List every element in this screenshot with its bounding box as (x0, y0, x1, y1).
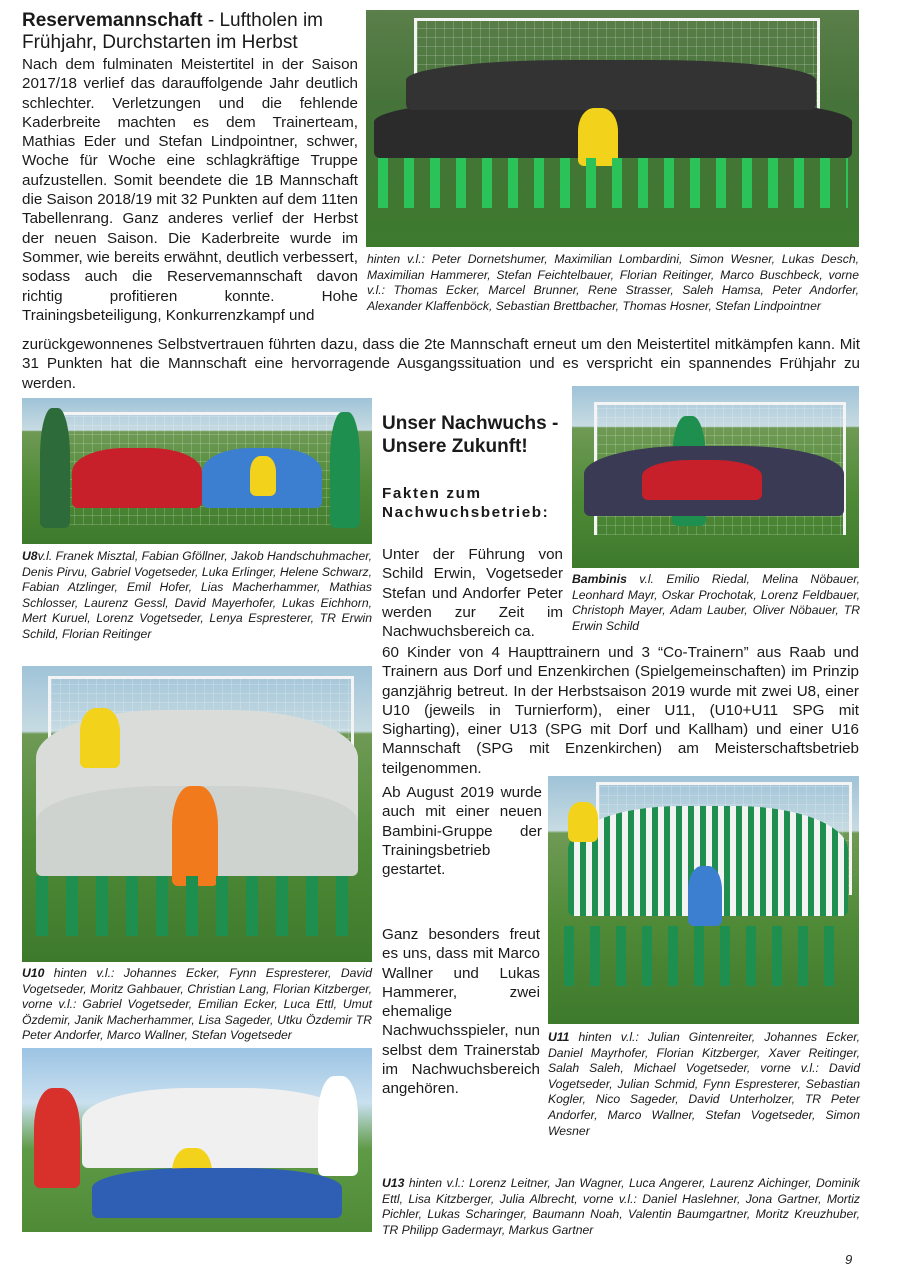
caption-u8-label: U8 (22, 549, 38, 563)
photo-u8 (22, 398, 372, 544)
caption-u8-text: v.l. Franek Misztal, Fabian Gföllner, Jakob Handschuhmacher, Denis Pirvu, Gabriel Vogetseder, Luka Erlinger, Helene Schwarz, Fabian Atzlinger, Emil Hofer, Lias Macherhammer, Mathias Schlosser, Laurenz Gessl, David Mayerhofer, Lukas Eichhorn, Mert Kuruel, Lorenz Vogetseder, Lenya Espresterer, TR Erwin Schild, Florian Reitinger (22, 549, 372, 641)
title-bold: Reservemannschaft (22, 10, 203, 31)
nachwuchs-para1-wide: 60 Kinder von 4 Haupttrainern und 3 “Co-Trainern” aus Raab und Trainern aus Dorf und Enzenkirchen (Spielgemeinschaften) im Prinzip ganzjährig betreut. In der Herbstsaison 2019 wurde mit zwei U8, einer U10 (jeweils in Turnierform), einer U11, (U10+U11 SPG mit Sigharting), einer U13 (SPG mit Dorf und Kallham) und einer U16 Mannschaft (SPG mit Enzenkirchen) am Meisterschaftsbetrieb teilgenommen. (382, 644, 859, 777)
article-title-reserve (22, 10, 358, 54)
caption-u11 (548, 1030, 860, 1139)
nachwuchs-title: Unser Nachwuchs - Unsere Zukunft! (382, 413, 559, 457)
photo-u13 (22, 1048, 372, 1232)
title-rest: - Luftholen im Frühjahr, Durchstarten im Herbst (22, 10, 323, 53)
photo-reserve-team (366, 10, 859, 247)
caption-bambinis-label: Bambinis (572, 572, 627, 586)
page-number: 9 (845, 1252, 853, 1267)
photo-u10 (22, 666, 372, 962)
caption-bambinis-text: v.l. Emilio Riedal, Melina Nöbauer, Leonhard Mayr, Oskar Prochotak, Lorenz Feldbauer, Christoph Mayer, Adam Lauber, Oliver Nöbauer, TR Erwin Schild (572, 572, 860, 633)
caption-u8 (22, 549, 372, 643)
nachwuchs-subtitle: Fakten zum Nachwuchsbetrieb: (382, 485, 550, 522)
photo-bambinis (572, 386, 859, 568)
caption-u13-label: U13 (382, 1176, 405, 1190)
caption-u10-label: U10 (22, 966, 45, 980)
photo-u11 (548, 776, 859, 1024)
caption-u13-text: hinten v.l.: Lorenz Leitner, Jan Wagner, Luca Angerer, Laurenz Aichinger, Dominik Ettl, Lisa Kitzberger, Julia Albrecht, vorne v.l.: Daniel Haslehner, Jona Gartner, Mortiz Pichler, Lukas Scharinger, Baumann Noah, Valentin Baumgartner, Moritz Kreuzhuber, TR Philipp Gadermayr, Markus Gartner (382, 1176, 860, 1237)
caption-u10-text: hinten v.l.: Johannes Ecker, Fynn Espresterer, David Vogetseder, Moritz Gahbauer, Christian Lang, Florian Kitzberger, vorne v.l.: Gabriel Vogetseder, Emilian Ecker, Luca Ettl, Umut Özdemir, Janik Macherhammer, Lisa Sageder, Utku Özdemir TR Peter Andorfer, Marco Wallner, Stefan Vogetseder (22, 966, 372, 1043)
caption-u11-label: U11 (548, 1030, 570, 1044)
caption-reserve: hinten v.l.: Peter Dornetshumer, Maximilian Lombardini, Simon Wesner, Lukas Desch, Maximilian Hammerer, Stefan Feichtelbauer, Florian Reitinger, Marco Buschbeck, vorne v.l.: Thomas Ecker, Marcel Brunner, Rene Strasser, Saleh Hamsa, Peter Andorfer, Alexander Klaffenböck, Sebastian Brettbacher, Thomas Hosner, Stefan Lindpointner (367, 252, 859, 313)
reserve-body-narrow: Nach dem fulminaten Meistertitel in der Saison 2017/18 verlief das darauffolgende Jahr deutlich schlechter. Verletzungen und die fehlende Kaderbreite machten es dem Trainerteam, Mathias Eder und Stefan Lindpointner, schwer, Woche für Woche eine schlagkräftige Truppe aufzustellen. Somit beendete die 1B Mannschaft die Saison 2018/19 mit 32 Punkten auf dem 11ten Tabellenrang. Ganz anderes verlief der Herbst der neuen Saison. Die Kaderbreite wurde im Sommer, wie bereits erwähnt, deutlich verbessert, sodass auch die Reservemannschaft davon richtig profitieren konnte. Hohe Trainingsbeteiligung, Konkurrenzkampf und (22, 56, 358, 324)
nachwuchs-para1-tail: Ab August 2019 wurde auch mit einer neuen Bambini-Gruppe der Trainingsbetrieb gestartet. (382, 784, 542, 879)
caption-bambinis (572, 572, 860, 634)
nachwuchs-para1-narrow: Unter der Führung von Schild Erwin, Vogetseder Stefan und Andorfer Peter werden zur Zeit im Nachwuchsbereich ca. (382, 546, 563, 641)
caption-u13 (382, 1176, 860, 1238)
nachwuchs-para2: Ganz besonders freut es uns, dass mit Marco Wallner und Lukas Hammerer, zwei ehemalige Nachwuchsspieler, nun selbst dem Trainerstab im Nachwuchsbereich angehören. (382, 926, 540, 1098)
caption-u10 (22, 966, 372, 1044)
reserve-body-wide: zurückgewonnenes Selbstvertrauen führten dazu, dass die 2te Mannschaft erneut um den Meistertitel mitkämpfen kann. Mit 31 Punkten hat die Mannschaft eine hervorragende Ausgangssituation und es verspricht ein spannendes Frühjahr zu werden. (22, 336, 860, 392)
caption-u11-text: hinten v.l.: Julian Gintenreiter, Johannes Ecker, Daniel Mayrhofer, Florian Kitzberger, Xaver Reitinger, Salah Saleh, Michael Vogetseder, vorne v.l.: David Vogetseder, Julian Schmid, Fynn Espresterer, Sebastian Kogler, Nico Sageder, David Unterholzer, TR Peter Andorfer, Marco Wallner, Stefan Vogetseder, Simon Wesner (548, 1030, 860, 1138)
